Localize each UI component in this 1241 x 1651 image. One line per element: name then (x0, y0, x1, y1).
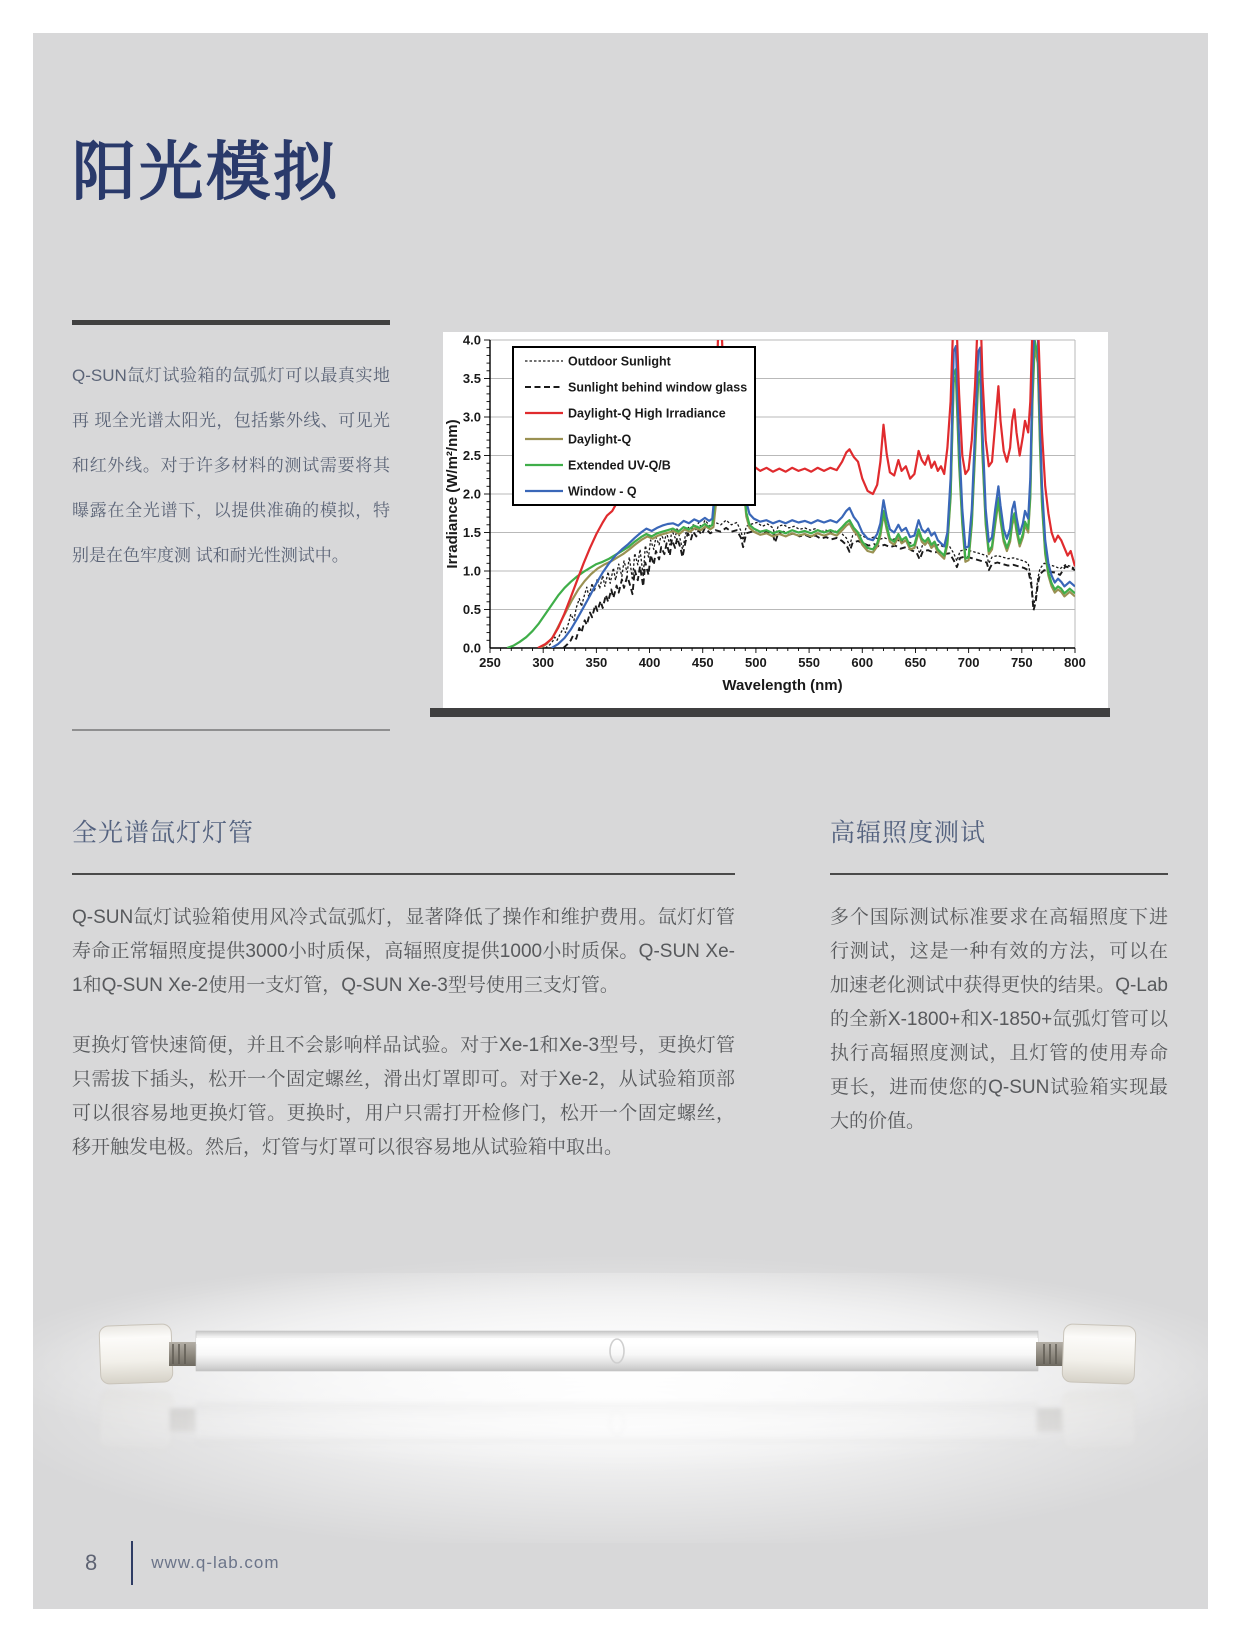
website-link[interactable]: www.q-lab.com (151, 1553, 280, 1572)
page-footer (85, 1538, 280, 1588)
svg-text:600: 600 (851, 655, 874, 670)
body-paragraph: 更换灯管快速简便，并且不会影响样品试验。对于Xe-1和Xe-3型号，更换灯管只需拔下插头，松开一个固定螺丝，滑出灯罩即可。对于Xe-2，从试验箱顶部可以很容易地更换灯管。更换时，用户只需打开检修门，松开一个固定螺丝，移开触发电极。然后，灯管与灯罩可以很容易地从试验箱中取出。 (72, 1035, 735, 1158)
intro-text: Q-SUN氙灯试验箱的氙弧灯可以最真实地再 现全光谱太阳光，包括紫外线、可见光和红外线。对于许多材料的测试需要将其曝露在全光谱下，以提供准确的模拟，特别是在色牢度测 试和耐光性测试中。 (72, 366, 390, 565)
svg-text:Wavelength (nm): Wavelength (nm) (722, 677, 843, 694)
intro-bottom-rule (72, 729, 390, 731)
intro-top-rule (72, 320, 390, 325)
svg-text:750: 750 (1010, 655, 1033, 670)
svg-text:4.0: 4.0 (462, 332, 481, 348)
section-high-irradiance (830, 813, 1168, 1139)
lamp-cap-left (99, 1324, 173, 1384)
footer-divider (131, 1541, 133, 1585)
svg-text:650: 650 (904, 655, 927, 670)
section-heading-left: 全光谱氙灯灯管 (72, 819, 255, 847)
xenon-lamp-photo (33, 1213, 1208, 1543)
svg-text:0.0: 0.0 (462, 640, 481, 656)
chart-bottom-rule (430, 708, 1110, 717)
svg-text:1.0: 1.0 (462, 563, 481, 579)
section-rule-right (830, 873, 1168, 875)
intro-block (72, 320, 390, 578)
svg-text:3.5: 3.5 (462, 371, 481, 386)
body-paragraph: Q-SUN氙灯试验箱使用风冷式氙弧灯，显著降低了操作和维护费用。氙灯灯管寿命正常辐照度提供3000小时质保，高辐照度提供1000小时质保。Q-SUN Xe-1和Q-SUN Xe-2使用一支灯管，Q-SUN Xe-3型号使用三支灯管。 (72, 907, 735, 996)
svg-text:500: 500 (745, 655, 767, 670)
svg-text:2.5: 2.5 (462, 448, 481, 463)
svg-text:Outdoor Sunlight: Outdoor Sunlight (568, 354, 671, 369)
lamp-cap-right (1062, 1324, 1136, 1384)
svg-text:300: 300 (532, 655, 555, 670)
svg-text:250: 250 (479, 655, 501, 670)
svg-text:350: 350 (585, 655, 608, 670)
page-number: 8 (85, 1550, 98, 1575)
page-title: 阳光模拟 (72, 136, 340, 208)
svg-text:Extended UV-Q/B: Extended UV-Q/B (568, 458, 671, 473)
svg-text:0.5: 0.5 (462, 602, 481, 617)
lamp-tube (196, 1331, 1038, 1371)
svg-text:800: 800 (1064, 655, 1086, 670)
svg-text:3.0: 3.0 (462, 409, 481, 425)
section-full-spectrum-lamps (72, 813, 735, 1165)
spectra-chart (443, 332, 1108, 708)
body-paragraph: 多个国际测试标准要求在高辐照度下进行测试，这是一种有效的方法，可以在加速老化测试中获得更快的结果。Q-Lab的全新X-1800+和X-1850+氙弧灯管可以执行高辐照度测试，且灯管的使用寿命更长，进而使您的Q-SUN试验箱实现最大的价值。 (830, 907, 1168, 1132)
section-rule-left (72, 873, 735, 875)
svg-text:2.0: 2.0 (462, 486, 481, 502)
lamp-connector-right (1036, 1342, 1066, 1366)
svg-text:700: 700 (957, 655, 980, 670)
svg-text:Daylight-Q High Irradiance: Daylight-Q High Irradiance (568, 406, 726, 421)
svg-text:400: 400 (638, 655, 661, 670)
svg-text:550: 550 (798, 655, 820, 670)
xenon-lamp-image (33, 1273, 1208, 1513)
svg-text:Daylight-Q: Daylight-Q (568, 432, 632, 447)
svg-text:Irradiance (W/m²/nm): Irradiance (W/m²/nm) (444, 419, 461, 569)
spectra-chart-canvas (443, 332, 1108, 713)
svg-text:Window - Q: Window - Q (568, 484, 637, 499)
content-panel (33, 33, 1208, 1609)
svg-text:450: 450 (691, 655, 714, 670)
svg-text:Sunlight behind window glass: Sunlight behind window glass (568, 380, 748, 395)
svg-text:1.5: 1.5 (462, 525, 481, 540)
section-heading-right: 高辐照度测试 (830, 819, 987, 847)
